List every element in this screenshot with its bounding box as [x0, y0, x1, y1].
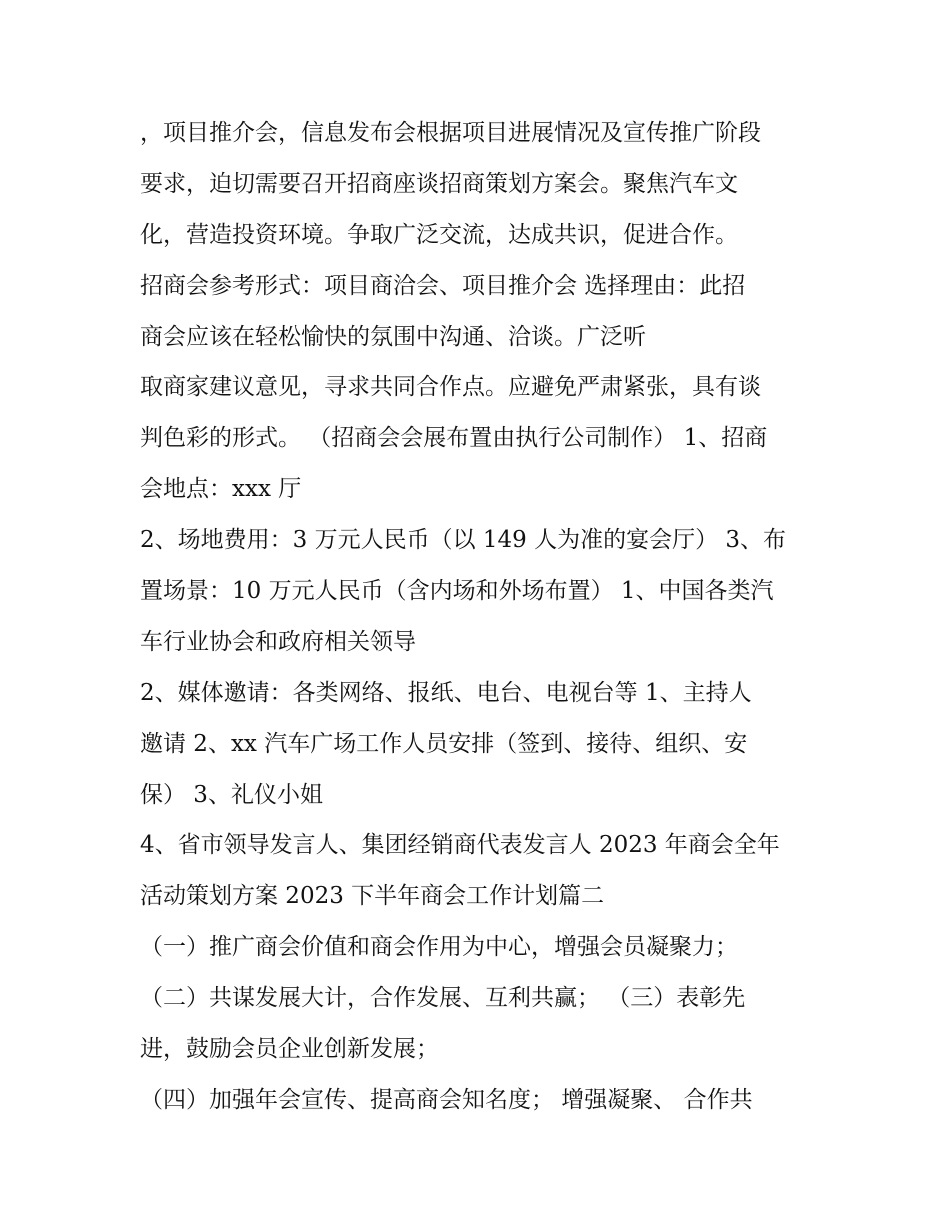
- text-line: 取商家建议意见，寻求共同合作点。应避免严肃紧张，具有谈: [140, 374, 761, 401]
- text-line: 4、省市领导发言人、集团经销商代表发言人 2023 年商会全年: [140, 832, 780, 859]
- text-line: 活动策划方案 2023 下半年商会工作计划篇二: [140, 883, 605, 910]
- text-line: （四）加强年会宣传、提高商会知名度； 增强凝聚、 合作共: [140, 1086, 753, 1113]
- text-line: 邀请 2、xx 汽车广场工作人员安排（签到、接待、组织、安: [140, 730, 748, 757]
- text-line: （一）推广商会价值和商会作用为中心，增强会员凝聚力；: [140, 934, 738, 961]
- text-line: 会地点：xxx 厅: [140, 476, 302, 503]
- text-line: 要求，迫切需要召开招商座谈招商策划方案会。聚焦汽车文: [140, 170, 738, 197]
- text-line: 招商会参考形式：项目商洽会、项目推介会 选择理由：此招: [140, 272, 746, 299]
- text-line: 保） 3、礼仪小姐: [140, 781, 323, 808]
- text-line: ，项目推介会，信息发布会根据项目进展情况及宣传推广阶段: [140, 120, 761, 146]
- text-line: 商会应该在轻松愉快的氛围中沟通、洽谈。广泛听: [140, 323, 646, 350]
- text-line: 2、场地费用：3 万元人民币（以 149 人为准的宴会厅） 3、布: [140, 527, 787, 554]
- text-line: 置场景：10 万元人民币（含内场和外场布置） 1、中国各类汽: [140, 578, 774, 605]
- text-line: （二）共谋发展大计，合作发展、互利共赢； （三）表彰先: [140, 985, 746, 1012]
- text-line: 进，鼓励会员企业创新发展；: [140, 1036, 439, 1063]
- text-line: 车行业协会和政府相关领导: [140, 628, 416, 655]
- text-line: 化，营造投资环境。争取广泛交流，达成共识，促进合作。: [140, 221, 738, 248]
- document-body: [140, 108, 830, 1126]
- text-line: 2、媒体邀请：各类网络、报纸、电台、电视台等 1、主持人: [140, 679, 752, 706]
- text-line: 判色彩的形式。 （招商会会展布置由执行公司制作） 1、招商: [140, 425, 768, 452]
